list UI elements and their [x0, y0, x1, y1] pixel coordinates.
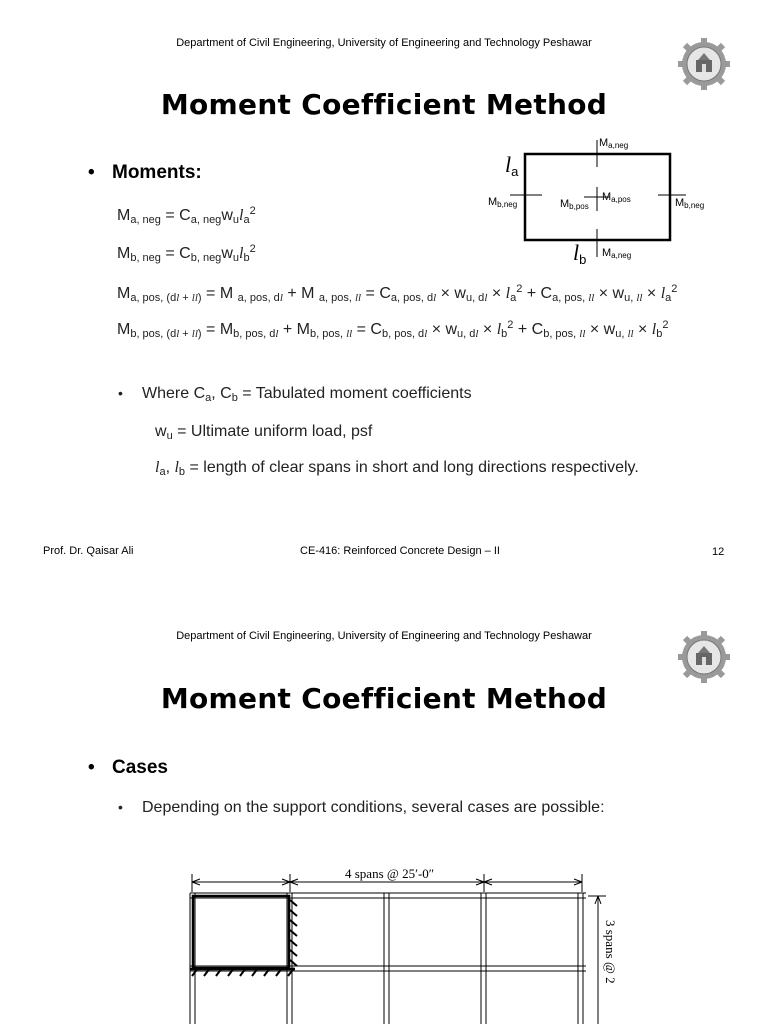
bullet-where: • Where $C_a$, $C_b$ = Tabulated moment coefficients — [118, 385, 472, 404]
slide-title: Moment Coefficient Method — [160, 88, 608, 121]
university-logo-icon — [676, 629, 732, 685]
floor-plan-diagram — [180, 860, 630, 1024]
definition-wu: $w_u$ = Ultimate uniform load, psf — [155, 423, 373, 442]
slide-13 — [0, 590, 768, 1024]
span-lb-label: $l_b$ — [573, 240, 587, 267]
slide-header: Department of Civil Engineering, University of Engineering and Technology Peshawar — [176, 630, 592, 642]
bullet-dot-icon: • — [118, 385, 123, 401]
footer-author: Prof. Dr. Qaisar Ali — [43, 545, 134, 557]
bullet-cases-label: Cases — [112, 757, 168, 778]
equation-ma-neg: $M_{a, neg} = C_{a, neg}w_ul_a^2$ — [117, 205, 256, 226]
bullet-dot-icon: • — [118, 799, 123, 815]
university-logo-icon — [676, 36, 732, 92]
mb-neg-left-label: $M_{b,neg}$ — [488, 196, 518, 209]
mb-pos-label: $M_{b,pos}$ — [560, 198, 589, 211]
ma-neg-top-label: $M_{a,neg}$ — [599, 137, 629, 150]
plan-dimension-top: 4 spans @ 25′-0″ — [345, 866, 435, 881]
span-la-label: $l_a$ — [505, 152, 519, 179]
equation-mb-neg: $M_{b, neg} = C_{b, neg}w_ul_b^2$ — [117, 243, 256, 264]
ma-pos-label: $M_{a,pos}$ — [602, 191, 631, 204]
footer-course: CE-416: Reinforced Concrete Design – II — [300, 545, 500, 557]
bullet-support-conditions: • Depending on the support conditions, several cases are possible: — [118, 799, 605, 816]
plan-dimension-side: 3 spans @ 2 — [603, 920, 618, 984]
footer-page-number: 12 — [712, 546, 725, 558]
bullet-dot-icon: • — [88, 757, 95, 778]
mb-neg-right-label: $M_{b,neg}$ — [675, 197, 705, 210]
equation-ma-pos: $M_{a, pos, (dl + ll)} = M$ $_{a, pos, dl}$ + M $_{a, pos, ll} = C_{a, pos, dl} \times w_{u, dl} \times l_a^2 + C_{a, pos, ll} \times w_{u, ll} \times l_a^2$ — [117, 283, 678, 304]
ma-neg-bottom-label: $M_{a,neg}$ — [602, 247, 632, 260]
bullet-dot-icon: • — [88, 162, 95, 183]
equation-mb-pos: $M_{b, pos, (dl + ll)} = M_{b, pos, dl} + M_{b, pos, ll} = C_{b, pos, dl} \times w_{u, dl} \times l_b^2 + C_{b, pos, ll} \times w_{u, ll} \times l_b^2$ — [117, 319, 669, 340]
bullet-moments — [88, 162, 202, 184]
slide-header: Department of Civil Engineering, University of Engineering and Technology Peshawar — [176, 37, 592, 49]
bullet-moments-label: Moments: — [112, 162, 202, 183]
bullet-cases — [88, 757, 168, 779]
slide-title: Moment Coefficient Method — [160, 682, 608, 715]
definition-spans: $l_a$, $l_b$ = length of clear spans in short and long directions respectively. — [155, 459, 639, 478]
